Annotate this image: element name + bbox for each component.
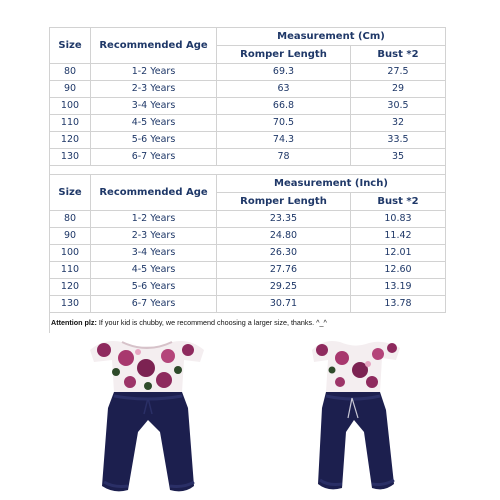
product-photo-side <box>306 336 406 500</box>
romper-front-image <box>84 336 210 500</box>
bust-cell: 33.5 <box>351 132 446 149</box>
table-row <box>50 296 446 313</box>
size-cell: 90 <box>50 228 91 245</box>
age-cell: 4-5 Years <box>91 262 217 279</box>
table-row <box>50 149 446 166</box>
size-cell: 120 <box>50 279 91 296</box>
length-header: Romper Length <box>217 193 351 211</box>
size-header: Size <box>50 28 91 64</box>
size-cell: 130 <box>50 149 91 166</box>
cm-table <box>50 28 446 166</box>
measurement-title: Measurement (Cm) <box>217 28 446 46</box>
table-row <box>50 228 446 245</box>
age-cell: 1-2 Years <box>91 64 217 81</box>
bust-cell: 32 <box>351 115 446 132</box>
bust-cell: 29 <box>351 81 446 98</box>
measurement-title: Measurement (Inch) <box>217 175 446 193</box>
table-row <box>50 132 446 149</box>
attention-note <box>50 313 446 334</box>
length-cell: 27.76 <box>217 262 351 279</box>
size-cell: 110 <box>50 262 91 279</box>
bust-cell: 12.01 <box>351 245 446 262</box>
age-cell: 6-7 Years <box>91 296 217 313</box>
bust-cell: 13.78 <box>351 296 446 313</box>
bust-cell: 27.5 <box>351 64 446 81</box>
bust-cell: 10.83 <box>351 211 446 228</box>
size-cell: 80 <box>50 64 91 81</box>
bust-cell: 11.42 <box>351 228 446 245</box>
table-row <box>50 245 446 262</box>
spacer-cell <box>50 166 446 175</box>
age-cell: 5-6 Years <box>91 132 217 149</box>
table-row <box>50 64 446 81</box>
table-row <box>50 279 446 296</box>
table-row <box>50 115 446 132</box>
table-spacer <box>50 166 446 175</box>
inch-table <box>50 175 446 334</box>
age-cell: 6-7 Years <box>91 149 217 166</box>
bust-cell: 12.60 <box>351 262 446 279</box>
length-cell: 69.3 <box>217 64 351 81</box>
size-cell: 120 <box>50 132 91 149</box>
age-cell: 3-4 Years <box>91 98 217 115</box>
length-cell: 74.3 <box>217 132 351 149</box>
attention-label: Attention plz: <box>51 318 97 328</box>
length-cell: 23.35 <box>217 211 351 228</box>
age-cell: 3-4 Years <box>91 245 217 262</box>
romper-side-image <box>306 336 406 500</box>
length-cell: 29.25 <box>217 279 351 296</box>
product-photo-front <box>84 336 210 500</box>
size-cell: 100 <box>50 245 91 262</box>
age-cell: 5-6 Years <box>91 279 217 296</box>
length-cell: 24.80 <box>217 228 351 245</box>
bust-header: Bust *2 <box>351 193 446 211</box>
table-row <box>50 211 446 228</box>
size-chart-table <box>49 27 446 333</box>
size-header: Size <box>50 175 91 211</box>
age-cell: 1-2 Years <box>91 211 217 228</box>
size-cell: 100 <box>50 98 91 115</box>
length-cell: 26.30 <box>217 245 351 262</box>
bust-cell: 35 <box>351 149 446 166</box>
size-cell: 110 <box>50 115 91 132</box>
age-cell: 2-3 Years <box>91 228 217 245</box>
length-cell: 63 <box>217 81 351 98</box>
size-cell: 80 <box>50 211 91 228</box>
age-header: Recommended Age <box>91 28 217 64</box>
age-cell: 4-5 Years <box>91 115 217 132</box>
length-header: Romper Length <box>217 46 351 64</box>
size-cell: 90 <box>50 81 91 98</box>
table-row <box>50 81 446 98</box>
length-cell: 30.71 <box>217 296 351 313</box>
bust-cell: 30.5 <box>351 98 446 115</box>
length-cell: 66.8 <box>217 98 351 115</box>
table-row <box>50 98 446 115</box>
table-row <box>50 262 446 279</box>
length-cell: 70.5 <box>217 115 351 132</box>
attention-text: If your kid is chubby, we recommend choosing a larger size, thanks. ^_^ <box>96 318 327 328</box>
age-header: Recommended Age <box>91 175 217 211</box>
size-cell: 130 <box>50 296 91 313</box>
bust-cell: 13.19 <box>351 279 446 296</box>
length-cell: 78 <box>217 149 351 166</box>
bust-header: Bust *2 <box>351 46 446 64</box>
age-cell: 2-3 Years <box>91 81 217 98</box>
